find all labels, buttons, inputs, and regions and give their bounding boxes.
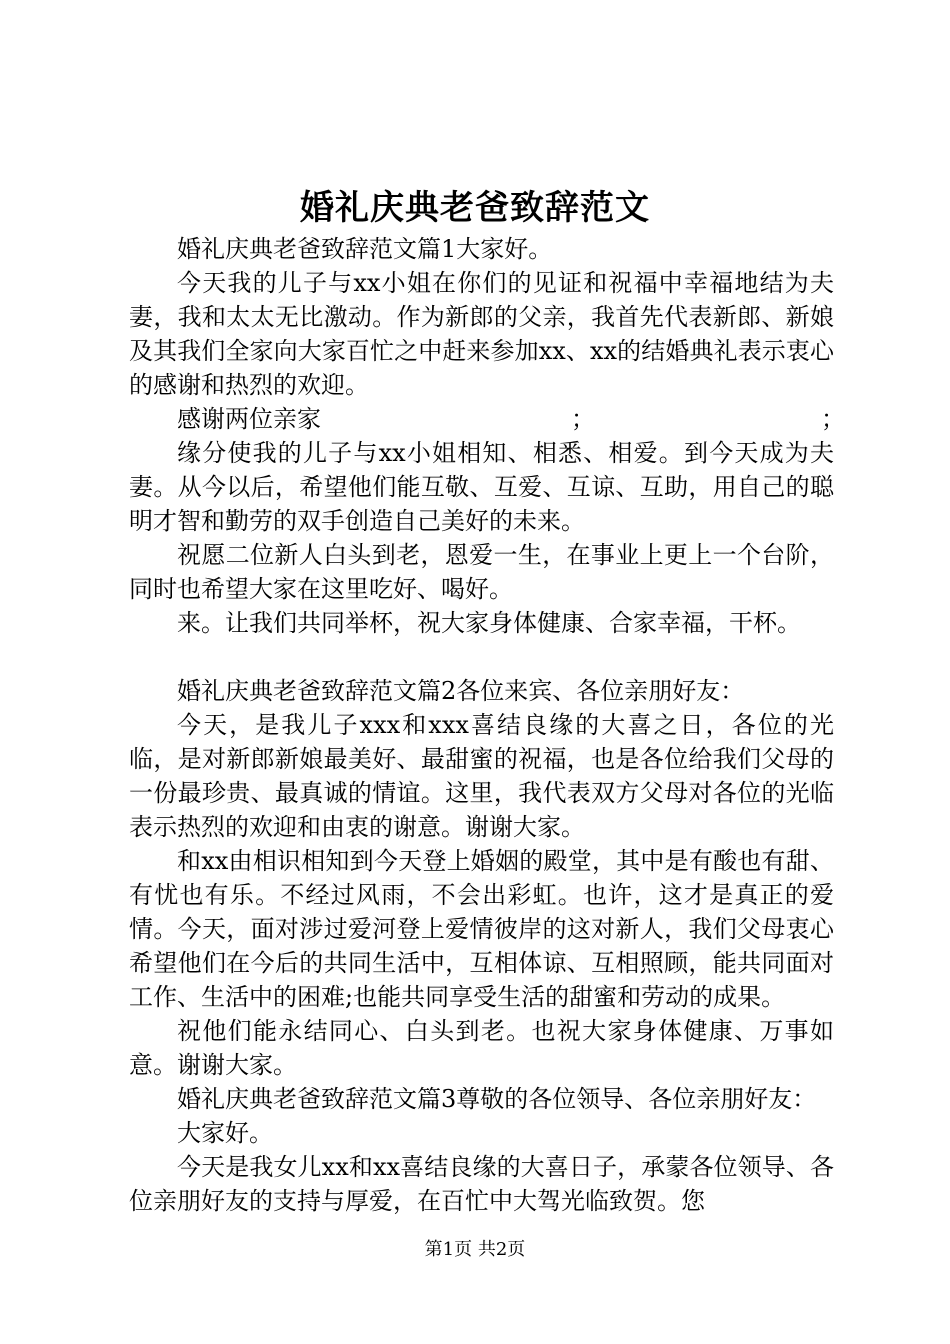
thanks-text: 感谢两位亲家 [177, 405, 321, 433]
paragraph-speech1-intro: 婚礼庆典老爸致辞范文篇1大家好。 [177, 235, 553, 263]
paragraph-speech3-greeting: 大家好。 [177, 1119, 273, 1147]
paragraph-speech1-toast: 来。让我们共同举杯，祝大家身体健康、合家幸福，干杯。 [177, 609, 801, 637]
paragraph-speech2-welcome: 今天，是我儿子xxx和xxx喜结良缘的大喜之日，各位的光临，是对新郎新娘最美好、最甜蜜的祝福，也是各位给我们父母的一份最珍贵、最真诚的情谊。这里，我代表双方父母对各位的光临表示热烈的欢迎和由衷的谢意。谢谢大家。 [129, 711, 834, 841]
paragraph-speech2-love: 和xx由相识相知到今天登上婚姻的殿堂，其中是有酸也有甜、有忧也有乐。不经过风雨，不会出彩虹。也许，这才是真正的爱情。今天，面对涉过爱河登上爱情彼岸的这对新人，我们父母衷心希望他们在今后的共同生活中，互相体谅、互相照顾，能共同面对工作、生活中的困难;也能共同享受生活的甜蜜和劳动的成果。 [129, 847, 834, 1011]
page-footer: 第1页 共2页 [424, 1239, 526, 1260]
semicolon-blank-1: ； [571, 405, 595, 433]
paragraph-speech2-intro: 婚礼庆典老爸致辞范文篇2各位来宾、各位亲朋好友： [177, 677, 745, 705]
paragraph-speech1-wishes: 祝愿二位新人白头到老，恩爱一生，在事业上更上一个台阶，同时也希望大家在这里吃好、喝好。 [129, 541, 834, 603]
paragraph-speech3-intro: 婚礼庆典老爸致辞范文篇3尊敬的各位领导、各位亲朋好友： [177, 1085, 817, 1113]
document-title: 婚礼庆典老爸致辞范文 [300, 188, 650, 228]
paragraph-speech3-opening: 今天是我女儿xx和xx喜结良缘的大喜日子，承蒙各位领导、各位亲朋好友的支持与厚爱，在百忙中大驾光临致贺。您 [129, 1153, 834, 1215]
paragraph-speech1-opening: 今天我的儿子与xx小姐在你们的见证和祝福中幸福地结为夫妻，我和太太无比激动。作为新郎的父亲，我首先代表新郎、新娘及其我们全家向大家百忙之中赶来参加xx、xx的结婚典礼表示衷心的感谢和热烈的欢迎。 [129, 269, 834, 399]
document-body [129, 232, 845, 1218]
semicolon-blank-2: ； [821, 405, 845, 433]
paragraph-speech1-fate: 缘分使我的儿子与xx小姐相知、相悉、相爱。到今天成为夫妻。从今以后，希望他们能互敬、互爱、互谅、互助，用自己的聪明才智和勤劳的双手创造自己美好的未来。 [129, 439, 834, 535]
paragraph-thanks-inlaws [129, 402, 845, 436]
paragraph-speech2-blessing: 祝他们能永结同心、白头到老。也祝大家身体健康、万事如意。谢谢大家。 [129, 1017, 834, 1079]
